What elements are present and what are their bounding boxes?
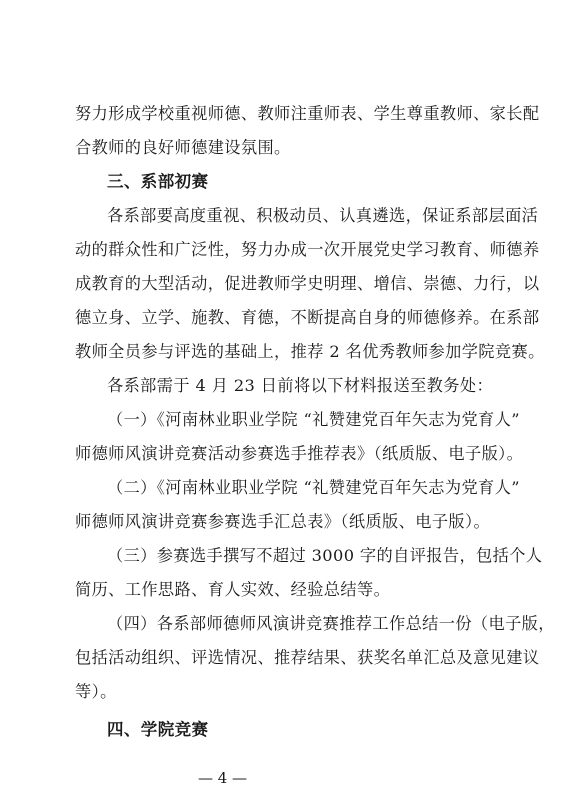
list-item-2-line: （二）《河南林业职业学院 “礼赞建党百年矢志为党育人” <box>107 478 520 497</box>
list-item-2-line: 师德师风演讲竞赛参赛选手汇总表》（纸质版、电子版）。 <box>75 512 491 531</box>
page-number: — 4 — <box>197 769 248 787</box>
list-item-1-line: （一）《河南林业职业学院 “礼赞建党百年矢志为党育人” <box>107 410 520 429</box>
body-text-line: 教师全员参与评选的基础上，推荐 2 名优秀教师参加学院竞赛。 <box>75 342 545 361</box>
list-item-4-line: 等）。 <box>75 682 117 701</box>
list-item-3-line: 简历、工作思路、育人实效、经验总结等。 <box>75 580 391 599</box>
paragraph-start-line: 各系部需于 4 月 23 日前将以下材料报送至教务处： <box>107 376 494 395</box>
body-text-line: 努力形成学校重视师德、教师注重师表、学生尊重教师、家长配 <box>75 104 540 123</box>
body-text-line: 合教师的良好师德建设氛围。 <box>75 138 291 157</box>
body-text-line: 动的群众性和广泛性，努力办成一次开展党史学习教育、师德养 <box>75 240 540 259</box>
list-item-3-line: （三）参赛选手撰写不超过 3000 字的自评报告，包括个人 <box>107 546 543 565</box>
body-text-line: 成教育的大型活动，促进教师学史明理、增信、崇德、力行，以 <box>75 274 540 293</box>
section-heading-college-contest: 四、学院竞赛 <box>107 720 209 739</box>
list-item-4-line: 包括活动组织、评选情况、推荐结果、获奖名单汇总及意见建议 <box>75 648 540 667</box>
list-item-1-line: 师德师风演讲竞赛活动参赛选手推荐表》（纸质版、电子版）。 <box>75 444 524 463</box>
list-item-4-line: （四）各系部师德师风演讲竞赛推荐工作总结一份（电子版， <box>107 614 555 633</box>
section-heading-preliminary: 三、系部初赛 <box>107 172 209 191</box>
paragraph-start-line: 各系部要高度重视、积极动员、认真遴选，保证系部层面活 <box>107 206 539 225</box>
body-text-line: 德立身、立学、施教、育德，不断提高自身的师德修养。在系部 <box>75 308 540 327</box>
